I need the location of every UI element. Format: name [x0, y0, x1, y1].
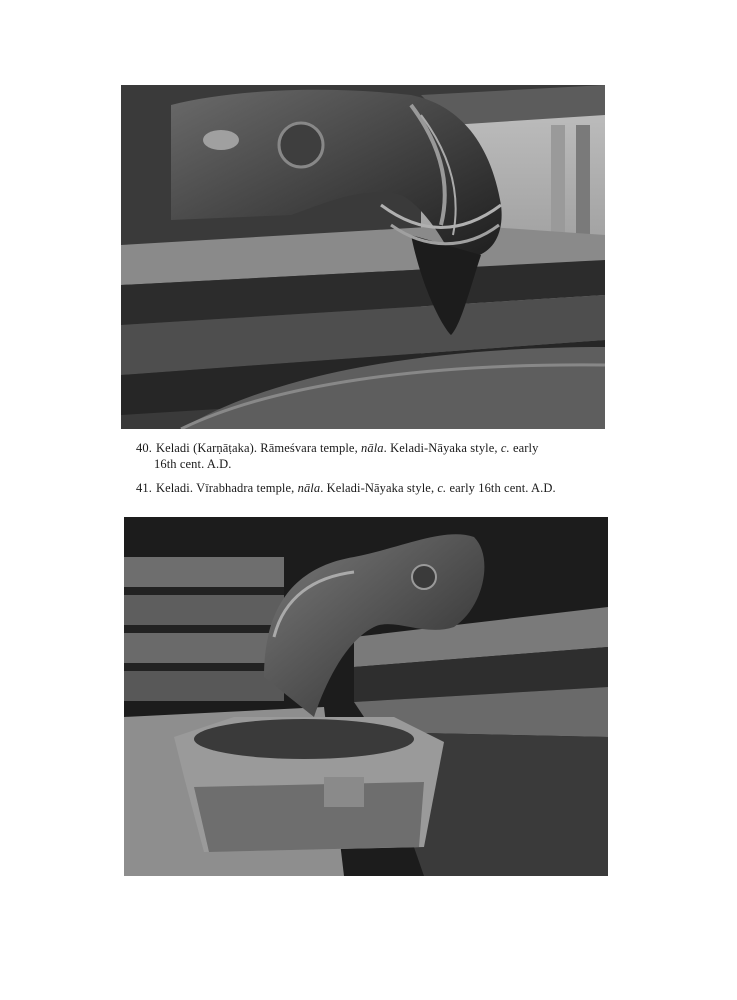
caption-term: nāla [297, 481, 321, 495]
nala-spout-photo-40 [121, 85, 605, 429]
caption-text: early 16th cent. A.D. [446, 481, 556, 495]
caption-plate-41 [136, 480, 596, 496]
caption-term: nāla [361, 441, 384, 455]
caption-text: Keladi. Vīrabhadra temple, [155, 481, 298, 495]
caption-date: 16th cent. A.D. [154, 457, 232, 471]
caption-circa: c. [437, 481, 447, 495]
caption-plate-40 [136, 440, 586, 472]
caption-text: . Keladi-Nāyaka style, [320, 481, 438, 495]
plate-40-photo [121, 85, 605, 429]
caption-circa: c. [500, 441, 510, 455]
plate-number: 41. [136, 481, 152, 495]
caption-text: early [509, 441, 539, 455]
caption-text: . Keladi-Nāyaka style, [383, 441, 501, 455]
nala-spout-basin-photo-41 [124, 517, 608, 876]
plate-41-photo [124, 517, 608, 876]
plate-number: 40. [136, 441, 152, 455]
caption-text: Keladi (Karṇāṭaka). Rāmeśvara temple, [155, 441, 362, 455]
